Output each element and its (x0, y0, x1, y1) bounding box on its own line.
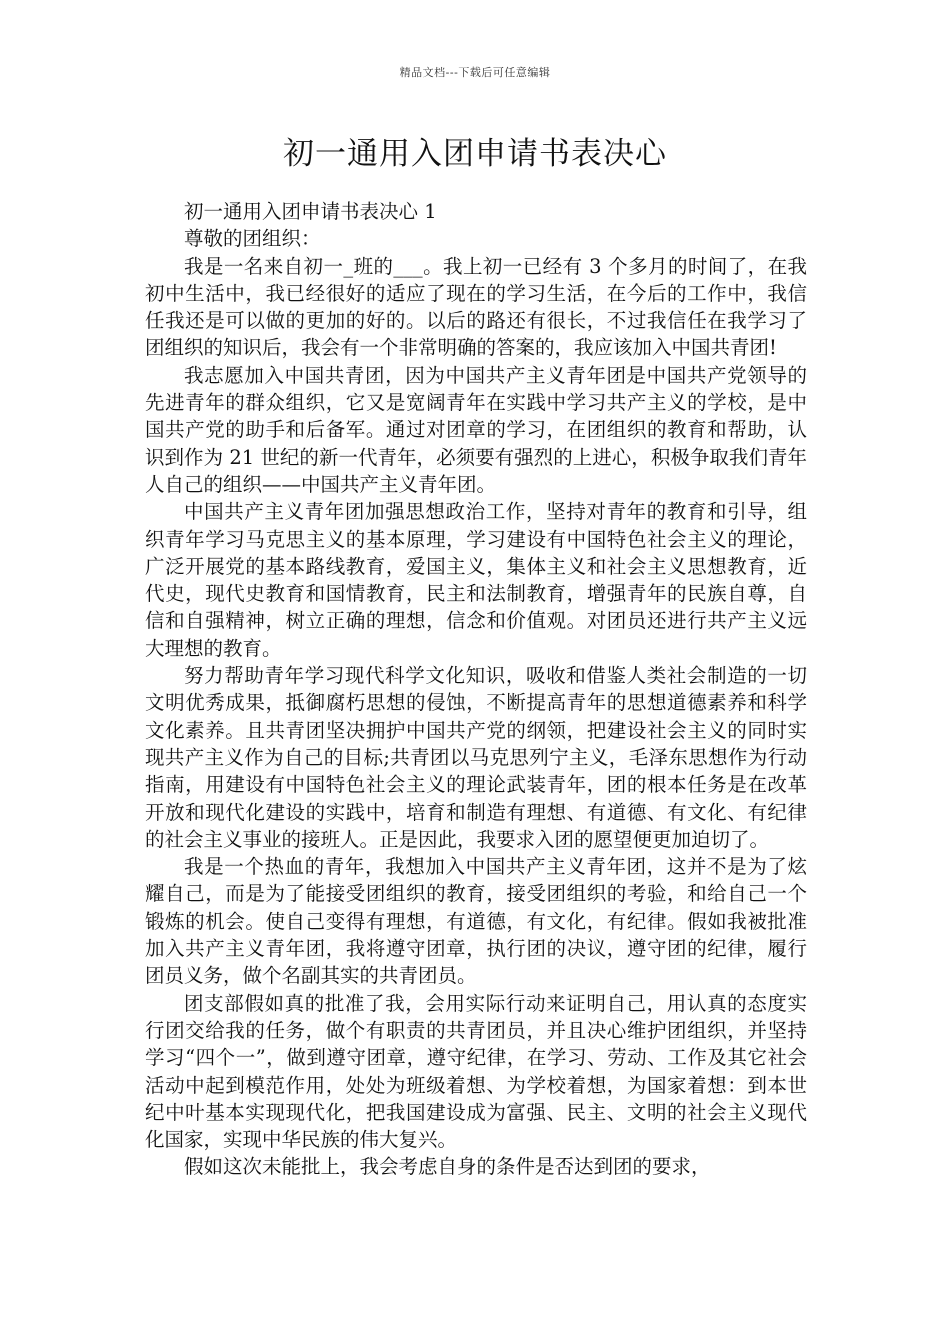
paragraph: 假如这次未能批上，我会考虑自身的条件是否达到团的要求， (184, 1155, 711, 1179)
paragraph: 我是一个热血的青年，我想加入中国共产主义青年团，这并不是为了炫耀自己，而是为了能接受团组织的教育，接受团组织的考验，和给自己一个锻炼的机会。使自己变得有理想，有道德，有文化，有纪律。假如我被批准加入共产主义青年团，我将遵守团章，执行团的决议，遵守团的纪律，履行团员义务，做个名副其实的共青团员。 (145, 855, 807, 988)
document-title: 初一通用入团申请书表决心 (283, 136, 667, 172)
paragraph: 中国共产主义青年团加强思想政治工作，坚持对青年的教育和引导，组织青年学习马克思主义的基本原理，学习建设有中国特色社会主义的理论，广泛开展党的基本路线教育，爱国主义，集体主义和社会主义思想教育，近代史，现代史教育和国情教育，民主和法制教育，增强青年的民族自尊，自信和自强精神，树立正确的理想，信念和价值观。对团员还进行共产主义远大理想的教育。 (145, 500, 807, 660)
section-heading: 初一通用入团申请书表决心 1 (184, 200, 437, 223)
document-body (145, 198, 807, 1181)
paragraph: 我志愿加入中国共青团，因为中国共产主义青年团是中国共产党领导的先进青年的群众组织，它又是宽阔青年在实践中学习共产主义的学校，是中国共产党的助手和后备军。通过对团章的学习，在团组织的教育和帮助，认识到作为 21 世纪的新一代青年，必须要有强烈的上进心，积极争取我们青年人自己的组织——中国共产主义青年团。 (145, 363, 807, 496)
paragraph: 我是一名来自初一_班的___。我上初一已经有 3 个多月的时间了，在我初中生活中，我已经很好的适应了现在的学习生活，在今后的工作中，我信任我还是可以做的更加的好的。以后的路还有很长，不过我信任在我学习了团组织的知识后，我会有一个非常明确的答案的，我应该加入中国共青团! (145, 254, 807, 360)
paragraph: 努力帮助青年学习现代科学文化知识，吸收和借鉴人类社会制造的一切文明优秀成果，抵御腐朽思想的侵蚀，不断提高青年的思想道德素养和科学文化素养。且共青团坚决拥护中国共产党的纲领，把建设社会主义的同时实现共产主义作为自己的目标;共青团以马克思列宁主义，毛泽东思想作为行动指南，用建设有中国特色社会主义的理论武装青年，团的根本任务是在改革开放和现代化建设的实践中，培育和制造有理想、有道德、有文化、有纪律的社会主义事业的接班人。正是因此，我要求入团的愿望便更加迫切了。 (145, 664, 807, 851)
header-note: 精品文档---下载后可任意编辑 (399, 66, 551, 79)
salutation: 尊敬的团组织： (184, 227, 321, 251)
paragraph: 团支部假如真的批准了我，会用实际行动来证明自己，用认真的态度实行团交给我的任务，做个有职责的共青团员，并且决心维护团组织，并坚持学习“四个一”，做到遵守团章，遵守纪律，在学习、劳动、工作及其它社会活动中起到模范作用，处处为班级着想、为学校着想，为国家着想：到本世纪中叶基本实现现代化，把我国建设成为富强、民主、文明的社会主义现代化国家，实现中华民族的伟大复兴。 (145, 991, 807, 1152)
